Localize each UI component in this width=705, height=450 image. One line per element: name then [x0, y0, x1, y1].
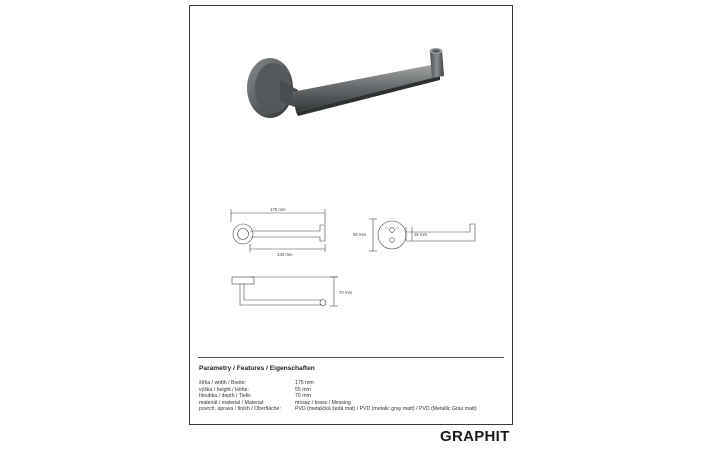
spec-value: 55 mm — [295, 386, 311, 393]
top-width-label: 175 mm — [270, 207, 286, 212]
spec-label: výška / height / Höhe: — [199, 386, 249, 393]
spec-value: 70 mm — [295, 393, 311, 399]
side-diameter-label: 25 mm — [414, 232, 428, 237]
front-depth-label: 70 mm — [339, 290, 353, 295]
spec-value: PVD (metalická šedá mat) / PVD (metalic gray matt) / PVD (Metallic Grau matt) — [295, 406, 477, 412]
spec-label: hloubka / depth / Tiefe: — [199, 393, 252, 399]
spec-value: 175 mm — [295, 380, 314, 386]
top-inner-label: 130 mm — [277, 252, 293, 257]
section-divider — [198, 357, 504, 358]
side-height-label: 55 mm — [353, 232, 367, 237]
product-image — [240, 40, 460, 130]
spec-value: mosaz / brass / Messing — [295, 399, 351, 406]
spec-label: povrch. úprava / finish / Oberfläche: — [199, 406, 281, 412]
spec-label: materiál / material / Material: — [199, 399, 265, 406]
spec-label: šířka / width / Breite: — [199, 380, 246, 386]
specs-title: Parametry / Features / Eigenschaften — [199, 365, 315, 372]
brand-name: GRAPHIT — [440, 428, 510, 445]
